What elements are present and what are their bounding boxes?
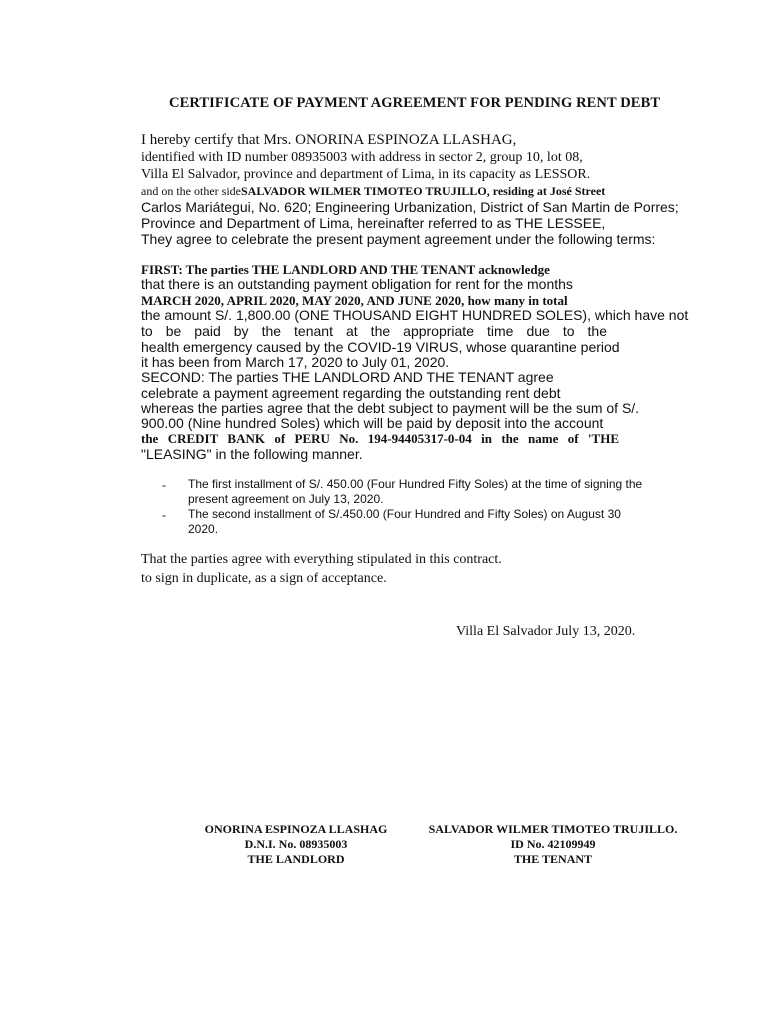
intro-line-6: Province and Department of Lima, hereinafter referred to as THE LESSEE, bbox=[141, 215, 606, 231]
bullet-dash: - bbox=[162, 478, 166, 492]
intro-line-4 bbox=[141, 185, 605, 197]
second-line-2: celebrate a payment agreement regarding the outstanding rent debt bbox=[141, 385, 561, 401]
tenant-role: THE TENANT bbox=[513, 852, 593, 866]
first-line-4: the amount S/. 1,800.00 (ONE THOUSAND EIGHT HUNDRED SOLES), which have not bbox=[141, 307, 689, 323]
intro-line-2: identified with ID number 08935003 with address in sector 2, group 10, lot 08, bbox=[141, 150, 583, 165]
tenant-id: ID No. 42109949 bbox=[510, 837, 596, 851]
first-line-3: MARCH 2020, APRIL 2020, MAY 2020, AND JUNE 2020, how many in total bbox=[141, 293, 568, 308]
first-line-1: FIRST: The parties THE LANDLORD AND THE TENANT acknowledge bbox=[141, 262, 550, 277]
tenant-signature-block bbox=[412, 823, 694, 865]
intro-line-5: Carlos Mariátegui, No. 620; Engineering Urbanization, District of San Martin de Porres; bbox=[141, 199, 679, 215]
landlord-signature-block bbox=[189, 823, 403, 865]
intro-line-4-prefix: and on the other side bbox=[141, 184, 241, 198]
installment-2-line-1: The second installment of S/.450.00 (Four Hundred and Fifty Soles) on August 30 bbox=[188, 507, 621, 521]
landlord-role: THE LANDLORD bbox=[247, 852, 345, 866]
installment-2-line-2: 2020. bbox=[188, 522, 219, 536]
intro-line-1: I hereby certify that Mrs. ONORINA ESPINOZA LLASHAG, bbox=[141, 132, 517, 148]
first-line-5: to be paid by the tenant at the appropriate time due to the bbox=[141, 323, 607, 339]
bullet-dash: - bbox=[162, 508, 166, 522]
installment-1-line-1: The first installment of S/. 450.00 (Four Hundred Fifty Soles) at the time of signing the bbox=[188, 477, 643, 491]
second-line-6: "LEASING" in the following manner. bbox=[141, 446, 363, 462]
first-line-7: it has been from March 17, 2020 to July 01, 2020. bbox=[141, 354, 450, 370]
second-line-1: SECOND: The parties THE LANDLORD AND THE TENANT agree bbox=[141, 369, 554, 385]
place-date: Villa El Salvador July 13, 2020. bbox=[456, 624, 636, 639]
lessee-name: SALVADOR WILMER TIMOTEO TRUJILLO, residing at José Street bbox=[240, 184, 606, 198]
second-line-5: the CREDIT BANK of PERU No. 194-94405317-0-04 in the name of 'THE bbox=[141, 431, 619, 446]
first-line-2: that there is an outstanding payment obligation for rent for the months bbox=[141, 276, 573, 292]
intro-line-7: They agree to celebrate the present payment agreement under the following terms: bbox=[141, 231, 656, 247]
closing-line-2: to sign in duplicate, as a sign of acceptance. bbox=[141, 571, 387, 586]
second-line-3: whereas the parties agree that the debt subject to payment will be the sum of S/. bbox=[141, 400, 640, 416]
intro-line-3: Villa El Salvador, province and department of Lima, in its capacity as LESSOR. bbox=[141, 167, 591, 182]
second-line-4: 900.00 (Nine hundred Soles) which will be paid by deposit into the account bbox=[141, 415, 604, 431]
landlord-name: ONORINA ESPINOZA LLASHAG bbox=[204, 822, 388, 836]
installment-1-line-2: present agreement on July 13, 2020. bbox=[188, 492, 384, 506]
closing-line-1: That the parties agree with everything stipulated in this contract. bbox=[141, 552, 502, 567]
document-title: CERTIFICATE OF PAYMENT AGREEMENT FOR PENDING RENT DEBT bbox=[169, 95, 661, 111]
landlord-id: D.N.I. No. 08935003 bbox=[244, 837, 348, 851]
first-line-6: health emergency caused by the COVID-19 VIRUS, whose quarantine period bbox=[141, 339, 620, 355]
tenant-name: SALVADOR WILMER TIMOTEO TRUJILLO. bbox=[428, 822, 678, 836]
